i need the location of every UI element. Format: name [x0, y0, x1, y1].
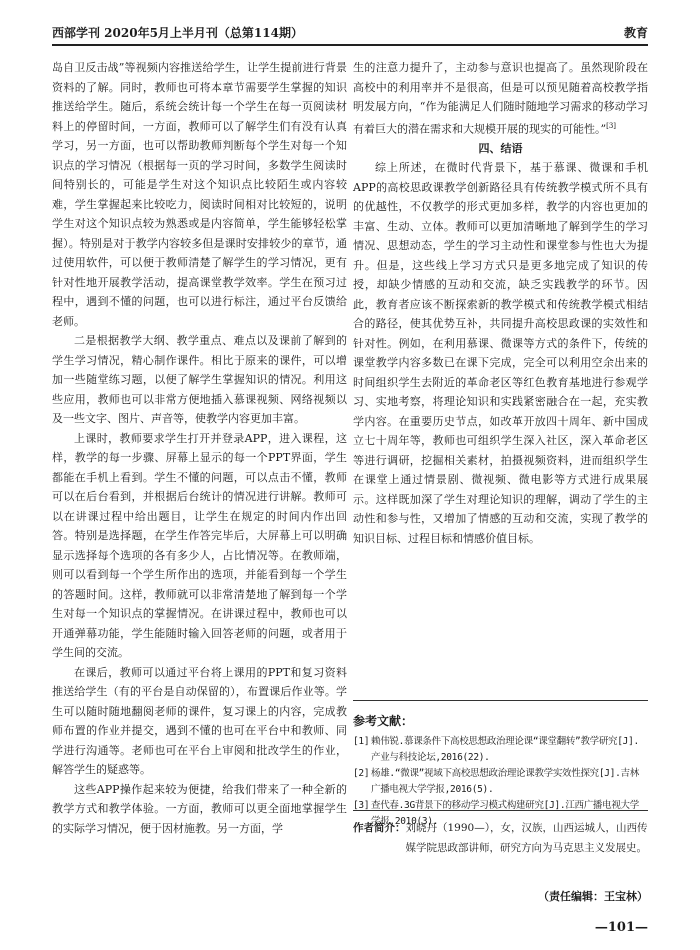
reference-item [353, 734, 648, 766]
citation-mark: [3] [606, 121, 617, 130]
reference-item [353, 766, 648, 798]
author-label: 作者简介： [353, 822, 406, 834]
page-number: —101— [594, 920, 648, 935]
paragraph: 岛自卫反击战”等视频内容推送给学生，让学生提前进行背景资料的了解。同时，教师也可将本章节需要学生掌握的知识推送给学生。随后，系统会统计每一个学生在每一页阅读材料上的停留时间，一方面，教师可以了解学生们有没有认真学习，另一方面，也可以帮助教师判断每个学生对每一个知识点的学习情况（根据每一页的学习时间，多数学生阅读时间特别长的，可能是学生对这个知识点比较陌生或内容较难，学生掌握起来比较吃力，阅读时间相对比较短的，说明学生对这个知识点较为熟悉或是内容简单，学生能够轻松掌握）。特别是对于教学内容较多但是课时安排较少的章节，通过使用软件，可以便于教师清楚了解学生的学习情况，更有针对性地开展教学活动，提高课堂教学效率。学生在预习过程中，遇到不懂的问题，也可以进行标注，通过平台反馈给老师。 [52, 61, 347, 328]
section-label: 教育 [623, 26, 648, 40]
reference-number: [2] [353, 768, 370, 779]
references-rule [353, 700, 648, 701]
header-rule [52, 44, 648, 46]
journal-title: 西部学刊 2020年5月上半月刊（总第114期） [52, 26, 303, 40]
reference-text: 杨雄.“微课”视域下高校思想政治理论课教学实效性探究[J].吉林广播电视大学学报,2016(5). [371, 768, 639, 795]
editor-credit: （责任编辑：王宝林） [538, 890, 648, 903]
reference-text: 查代春.3G背景下的移动学习模式构建研究[J].江西广播电视大学学报,2010(3). [371, 800, 639, 827]
references-heading: 参考文献： [353, 714, 414, 728]
reference-text: 赖伟锐.慕课条件下高校思想政治理论课“课堂翻转”教学研究[J].产业与科技论坛,2016(22). [371, 736, 639, 763]
left-column [52, 58, 347, 838]
section-heading: 四、结语 [478, 141, 523, 155]
paragraph: 综上所述，在微时代背景下，基于慕课、微课和手机APP的高校思政课教学创新路径具有传统教学模式所不具有的优越性，不仅教学的形式更加多样，教学的内容也更加的丰富、生动、立体。教师可以更加清晰地了解到学生的学习情况、思想动态，学生的学习主动性和课堂参与性也大为提升。但是，这些线上学习方式只是更多地完成了知识的传授，却缺少情感的互动和交流，缺乏实践教学的环节。因此，教育者应该不断探索新的教学模式和传统教学模式相结合的路径，使其优势互补，共同提升高校思政课的实效性和针对性。例如，在利用慕课、微课等方式的条件下，传统的课堂教学内容多数已在课下完成，完全可以利用空余出来的时间组织学生去附近的革命老区等红色教育基地进行参观学习、实地考察，将理论知识和实践紧密融合在一起，充实教学内容。在重要历史节点，如改革开放四十周年、新中国成立七十周年等，教师也可组织学生深入社区，深入革命老区等进行调研，挖掘相关素材，拍摄视频资料，进而组织学生在课堂上通过情景剧、微视频、微电影等方式进行成果展示。这样既加深了学生对理论知识的理解，调动了学生的主动性和参与性，又增加了情感的互动和交流，实现了教学的知识目标、过程目标和情感价值目标。 [353, 161, 648, 545]
paragraph: 上课时，教师要求学生打开并登录APP，进入课程，这样，教学的每一步骤、屏幕上显示的每一个PPT界面，学生都能在手机上看到。学生不懂的问题，可以点击不懂，教师可以在后台看到，并根据后台统计的情况进行讲解。教师可以在讲课过程中给出题目，让学生在规定的时间内作出回答。特别是选择题，在学生作答完毕后，大屏幕上可以明确显示选择每个选项的各有多少人，占比情况等。在教师端，则可以看到每一个学生所作出的选项，并能看到每一个学生的答题时间。这样，教师就可以非常清楚地了解到每一个学生对每一个知识点的掌握情况。在讲课过程中，教师也可以开通弹幕功能，学生能随时输入回答老师的问题，或者用于学生间的交流。 [52, 431, 347, 659]
reference-number: [1] [353, 736, 370, 747]
paragraph: 在课后，教师可以通过平台将上课用的PPT和复习资料推送给学生（有的平台是自动保留的），布置课后作业等。学生可以随时随地翻阅老师的课件，复习课上的内容，完成教师布置的作业并提交，遇到不懂的也可在平台中和教师、同学进行沟通等。老师也可在平台上审阅和批改学生的作业，解答学生的疑惑等。 [52, 665, 347, 776]
reference-number: [3] [353, 800, 370, 811]
paragraph: 二是根据教学大纲、教学重点、难点以及课前了解到的学生学习情况，精心制作课件。相比于原来的课件，可以增加一些随堂练习题，以便了解学生掌握知识的情况。利用这些应用，教师也可以非常方便地插入慕课视频、网络视频以及一些文字、图片、声音等，使教学内容更加丰富。 [52, 334, 347, 425]
paragraph [353, 58, 648, 139]
right-column [353, 58, 648, 548]
author-bio [353, 818, 648, 858]
author-rule [353, 810, 648, 811]
paragraph-text: 生的注意力提升了，主动参与意识也提高了。虽然现阶段在高校中的利用率并不是很高，但是可以预见随着高校教学指明发展方向，“作为能满足人们随时随地学习需求的移动学习有着巨大的潜在需求和大规模开展的现实的可能性。” [353, 61, 648, 136]
paragraph: 这些APP操作起来较为便捷，给我们带来了一种全新的教学方式和教学体验。一方面，教师可以更全面地掌握学生的实际学习情况，便于因材施教。另一方面，学 [52, 782, 347, 835]
running-header [52, 22, 648, 42]
references-list [353, 734, 648, 830]
author-text: 刘晓丹（1990—），女，汉族，山西运城人，山西传媒学院思政部讲师，研究方向为马克思主义发展史。 [405, 822, 648, 854]
